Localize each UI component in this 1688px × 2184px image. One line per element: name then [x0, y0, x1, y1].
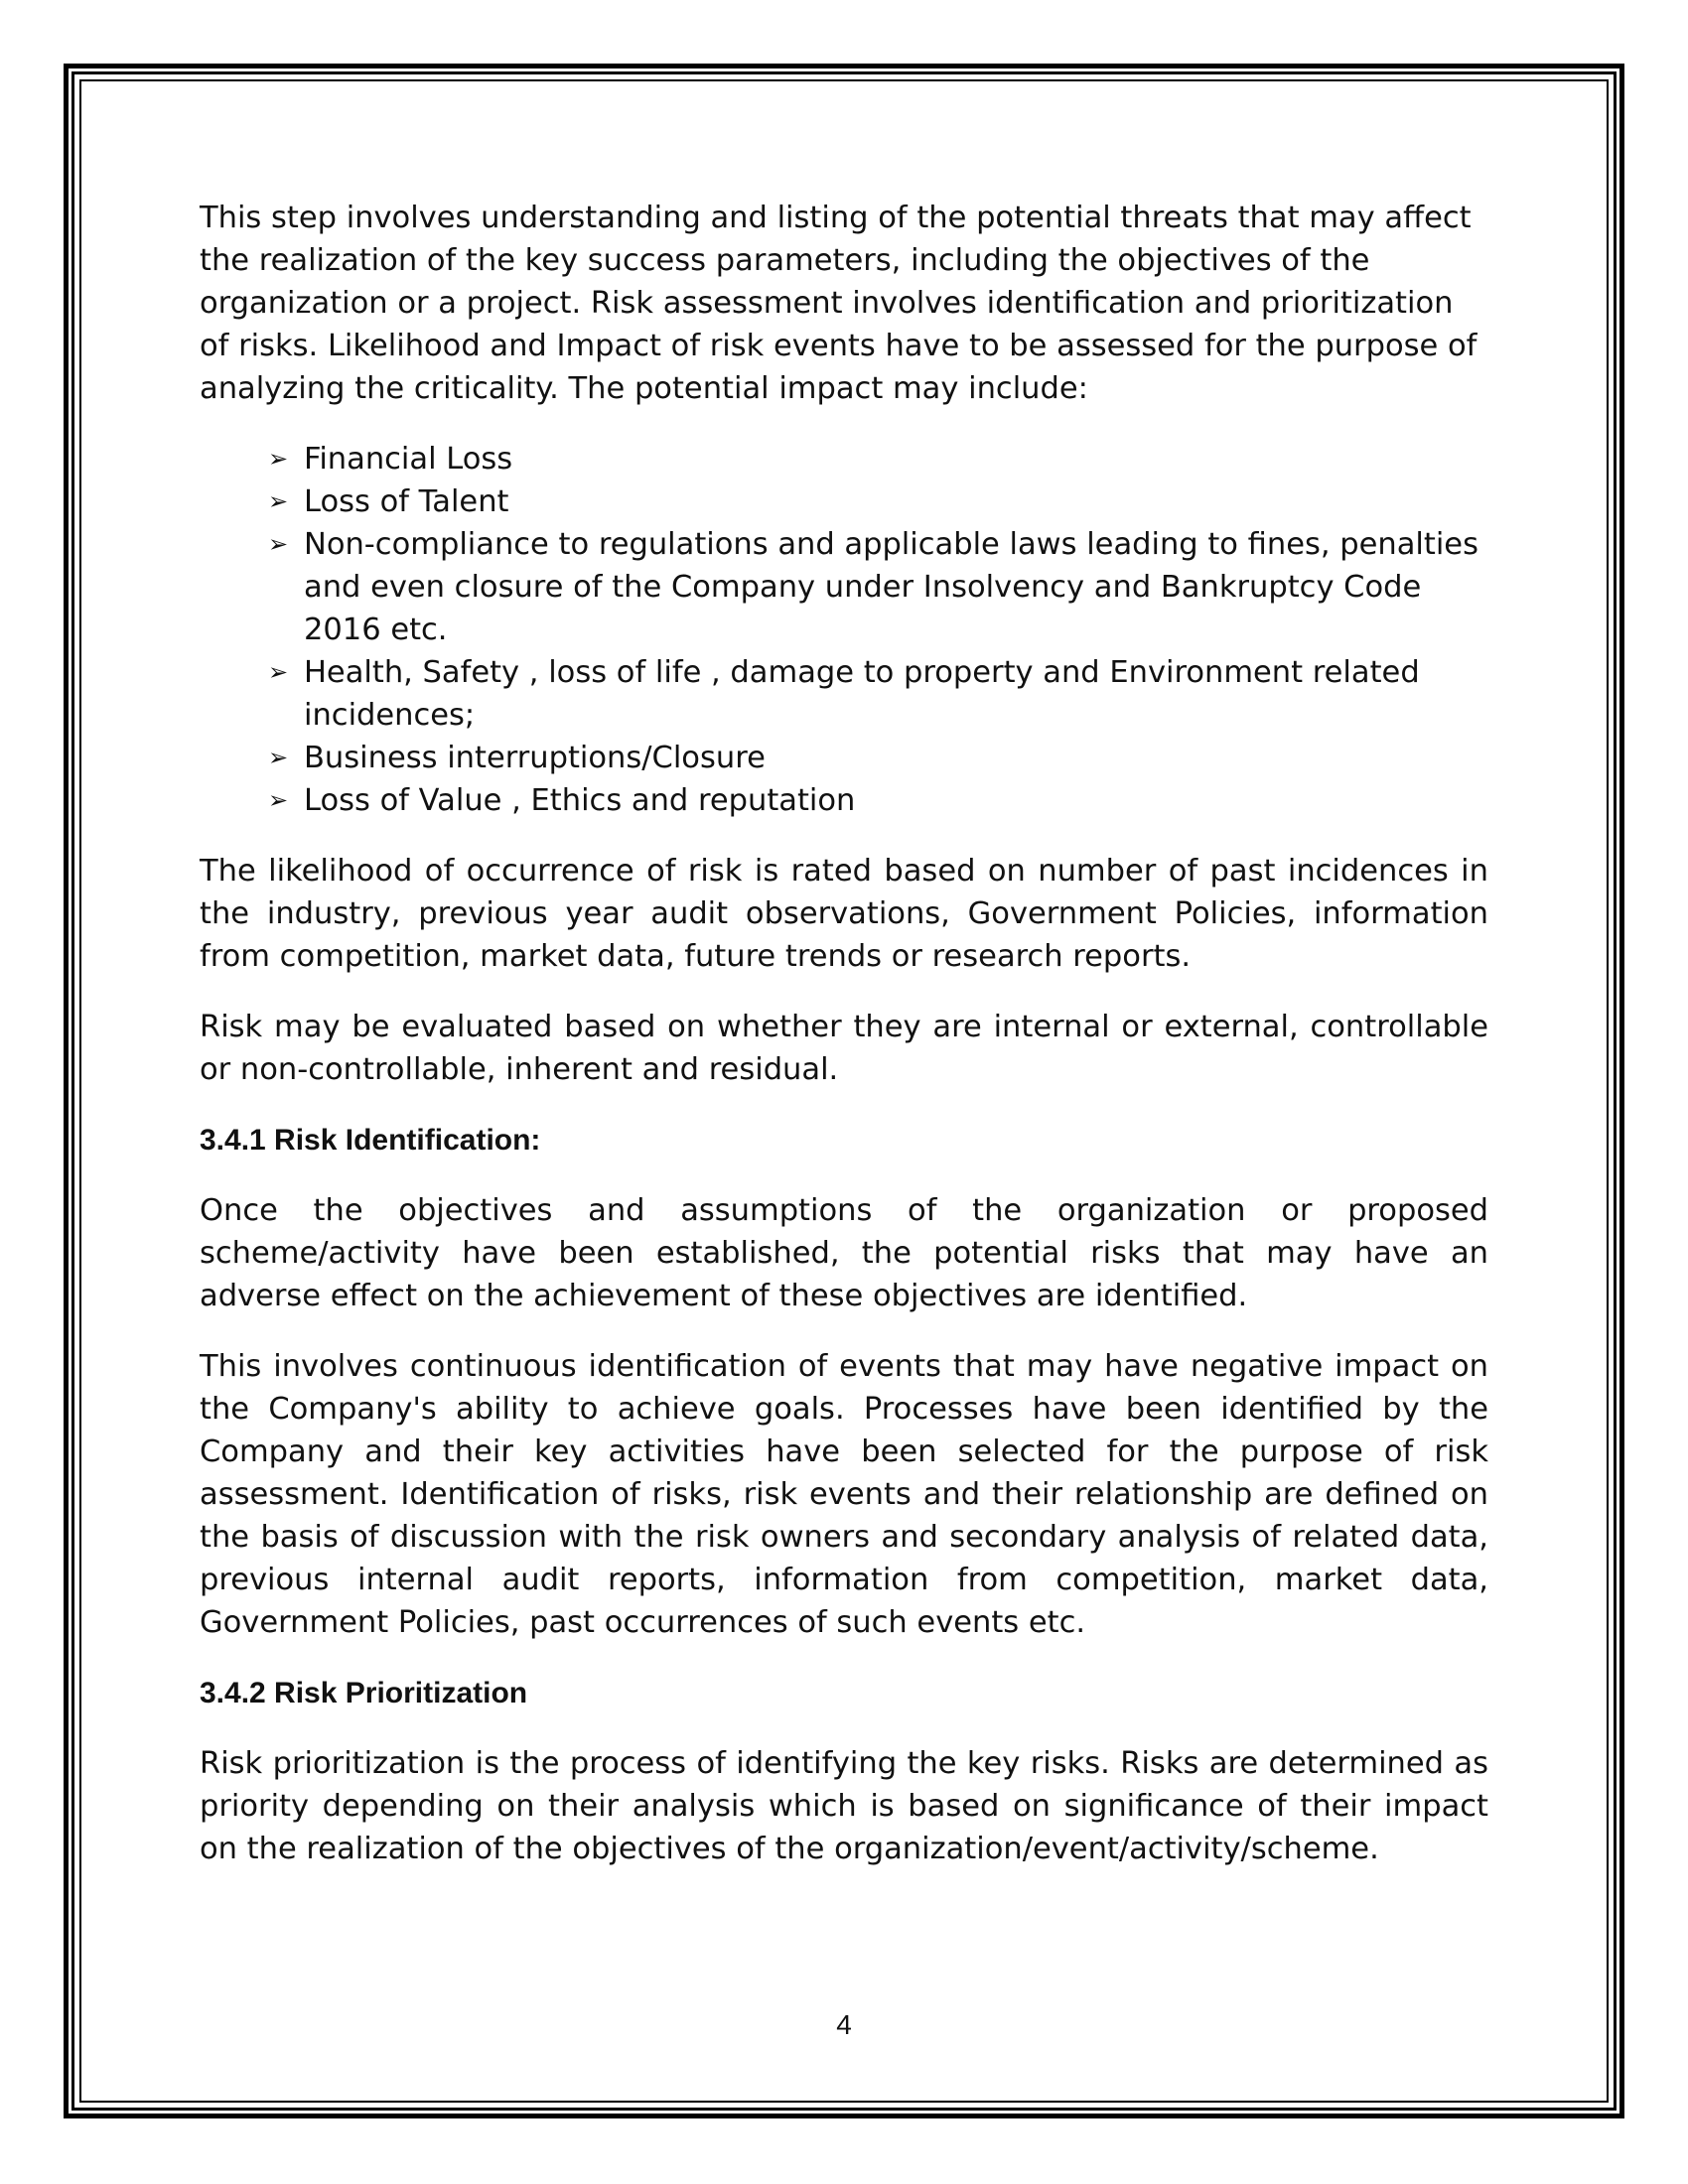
list-item [200, 523, 1488, 651]
list-item [200, 438, 1488, 480]
page-content [200, 197, 1488, 1870]
list-item [200, 651, 1488, 737]
evaluation-paragraph: Risk may be evaluated based on whether they are internal or external, controllable or non-controllable, inherent and residual. [200, 1010, 1488, 1087]
list-item [200, 737, 1488, 779]
arrow-bullet-icon: ➢ [268, 658, 289, 686]
arrow-bullet-icon: ➢ [268, 744, 289, 771]
intro-paragraph: This step involves understanding and listing of the potential threats that may affect the realization of the key success parameters, including the objectives of the organization or a project. Risk assessment involves identification and prioritization of risks. Likelihood and Impact of risk events have to be assessed for the purpose of analyzing the criticality. The potential impact may include: [200, 201, 1477, 406]
arrow-bullet-icon: ➢ [268, 445, 289, 473]
arrow-bullet-icon: ➢ [268, 530, 289, 558]
list-item-text: Financial Loss [304, 442, 513, 477]
list-item-text: Loss of Value , Ethics and reputation [304, 783, 856, 818]
section-heading-risk-prioritization: 3.4.2 Risk Prioritization [200, 1677, 528, 1709]
risk-prioritization-paragraph: Risk prioritization is the process of identifying the key risks. Risks are determined as priority depending on their analysis which is based on significance of their impact on the realization of the objectives of the organization/event/activity/scheme. [200, 1746, 1488, 1866]
impact-bullet-list [200, 438, 1488, 822]
list-item-text: Health, Safety , loss of life , damage to property and Environment related incidences; [304, 655, 1420, 733]
list-item-text: Loss of Talent [304, 484, 509, 519]
risk-identification-paragraph-1: Once the objectives and assumptions of the organization or proposed scheme/activity have been established, the potential risks that may have an adverse effect on the achievement of these objectives are identified. [200, 1193, 1488, 1313]
arrow-bullet-icon: ➢ [268, 487, 289, 515]
likelihood-paragraph: The likelihood of occurrence of risk is rated based on number of past incidences in the industry, previous year audit observations, Government Policies, information from competition, market data, future trends or research reports. [200, 854, 1488, 974]
list-item [200, 779, 1488, 822]
page-number: 4 [836, 2009, 852, 2040]
list-item-text: Business interruptions/Closure [304, 741, 766, 775]
list-item [200, 480, 1488, 523]
risk-identification-paragraph-2: This involves continuous identification of events that may have negative impact on the Company's ability to achieve goals. Processes have been identified by the Company and their key activities have been selected for the purpose of risk assessment. Identification of risks, risk events and their relationship are defined on the basis of discussion with the risk owners and secondary analysis of related data, previous internal audit reports, information from competition, market data, Government Policies, past occurrences of such events etc. [200, 1349, 1488, 1640]
section-heading-risk-identification: 3.4.1 Risk Identification: [200, 1124, 541, 1157]
arrow-bullet-icon: ➢ [268, 786, 289, 814]
list-item-text: Non-compliance to regulations and applicable laws leading to fines, penalties and even closure of the Company under Insolvency and Bankruptcy Code 2016 etc. [304, 527, 1478, 647]
